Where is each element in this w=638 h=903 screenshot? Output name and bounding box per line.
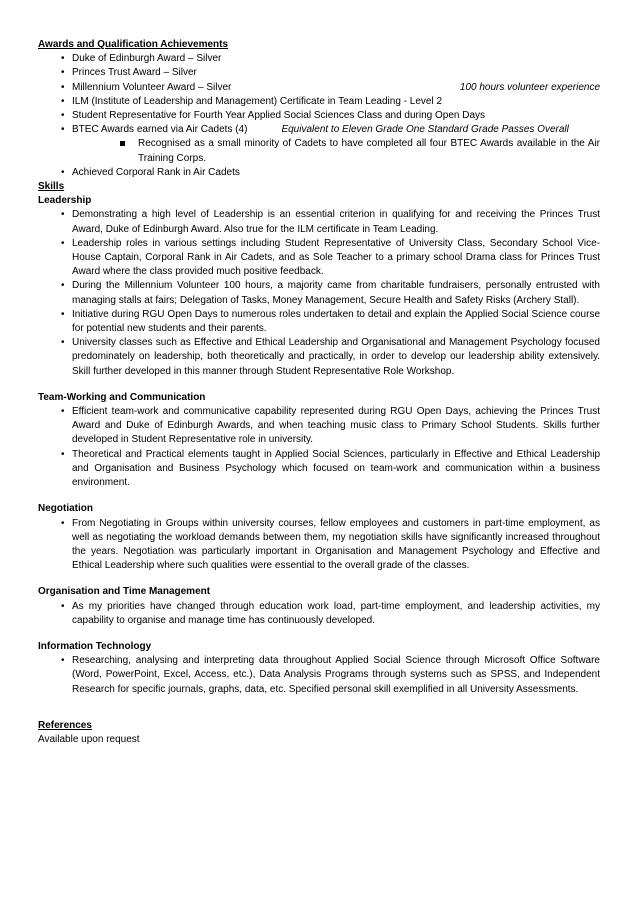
it-heading: Information Technology <box>38 640 152 652</box>
sub-list-item: Recognised as a small minority of Cadets to have completed all four BTEC Awards available in the Air Training Corps. <box>38 137 600 165</box>
leadership-list <box>38 208 600 378</box>
references-heading: References <box>38 719 92 731</box>
time-heading: Organisation and Time Management <box>38 586 211 598</box>
award-text: ILM (Institute of Leadership and Management) Certificate in Team Leading - Level 2 <box>72 95 443 107</box>
list-item: • Theoretical and Practical elements taught in Applied Social Sciences, particularly in Effective and Ethical Leadership and Organisation and Business Psychology which focused on team-work and communication within a business environment. <box>38 448 600 491</box>
spacer <box>38 697 600 719</box>
award-text: BTEC Awards earned via Air Cadets (4) <box>72 124 248 136</box>
teamwork-section <box>38 391 600 490</box>
list-item: • University classes such as Effective and Ethical Leadership and Organisational and Management Psychology focused predominately on leadership, both theoretically and practically, in order to develop our leadership ability extensively. Skill further developed in this manner through Student Representative Role Workshop. <box>38 336 600 379</box>
teamwork-heading: Team-Working and Communication <box>38 391 206 403</box>
list-item <box>38 52 600 66</box>
spacer <box>38 490 600 502</box>
list-item: • During the Millennium Volunteer 100 hours, a majority came from charitable fundraisers, personally entrusted with managing stalls at fairs; Delegation of Tasks, Money Management, Secure Health and Safety Risks (Archery Stall). <box>38 279 600 307</box>
list-item <box>38 66 600 80</box>
award-text: Student Representative for Fourth Year Applied Social Sciences Class and during Open Days <box>72 110 486 122</box>
list-item: • Initiative during RGU Open Days to numerous roles undertaken to detail and explain the Applied Social Science course for potential new students and their parents. <box>38 308 600 336</box>
award-note: Equivalent to Eleven Grade One Standard Grade Passes Overall <box>281 124 569 136</box>
leadership-section <box>38 194 600 379</box>
references-section <box>38 719 600 747</box>
list-item: • From Negotiating in Groups within university courses, fellow employees and customers in part-time employment, as well as negotiating the workload demands between them, my negotiation skills have significantly increased throughout the years. Negotiation was particularly important in Organisation and Management Psychology and Effective and Ethical Leadership where such qualities were essential to the overall grade of the classes. <box>38 517 600 574</box>
list-item: • Leadership roles in various settings including Student Representative of University Class, Secondary School Vice-House Captain, Corporal Rank in Air Cadets, and as Sole Teacher to a primary school Drama class for Princes Trust Award where the class provided much positive feedback. <box>38 237 600 280</box>
list-item: • As my priorities have changed through education work load, part-time employment, and leadership activities, my capability to organise and manage time has continuously developed. <box>38 600 600 628</box>
it-list <box>38 654 600 697</box>
list-item: • Achieved Corporal Rank in Air Cadets <box>38 166 600 180</box>
spacer <box>38 573 600 585</box>
negotiation-section <box>38 502 600 573</box>
list-item <box>38 95 600 109</box>
negotiation-heading: Negotiation <box>38 503 93 515</box>
spacer <box>38 379 600 391</box>
teamwork-list <box>38 405 600 490</box>
list-item <box>38 81 600 95</box>
awards-sublist <box>38 137 600 165</box>
list-item: • Researching, analysing and interpreting data throughout Applied Social Science through Microsoft Office Software (Word, PowerPoint, Excel, Access, etc.), Data Analysis Programs through systems such as SPSS, and Independent Research for specific journals, graphs, data, etc. Specified personal skill exemplified in all University Assessments. <box>38 654 600 697</box>
award-text: Duke of Edinburgh Award – Silver <box>72 53 222 65</box>
list-item <box>38 109 600 123</box>
it-section <box>38 640 600 697</box>
time-section <box>38 585 600 628</box>
award-note: 100 hours volunteer experience <box>459 81 600 93</box>
time-list <box>38 600 600 628</box>
awards-heading: Awards and Qualification Achievements <box>38 39 229 50</box>
awards-list <box>38 52 600 137</box>
spacer <box>38 628 600 640</box>
skills-heading: Skills <box>38 181 65 193</box>
awards-section <box>38 38 600 180</box>
award-text: Princes Trust Award – Silver <box>72 67 197 79</box>
list-item <box>38 123 600 137</box>
list-item: • Demonstrating a high level of Leadership is an essential criterion in qualifying for and receiving the Princes Trust Award, Duke of Edinburgh Award. Also true for the ILM certificate in Team Leading. <box>38 208 600 236</box>
references-text: Available upon request <box>38 733 140 745</box>
negotiation-list <box>38 517 600 574</box>
award-text: Millennium Volunteer Award – Silver <box>72 81 232 93</box>
list-item: • Efficient team-work and communicative capability represented during RGU Open Days, achieving the Princes Trust Award and Duke of Edinburgh Awards, and when teaching music class to Primary School Students. Skills further developed in Student Representative role in university. <box>38 405 600 448</box>
leadership-heading: Leadership <box>38 195 92 207</box>
awards-list-tail <box>38 166 600 180</box>
